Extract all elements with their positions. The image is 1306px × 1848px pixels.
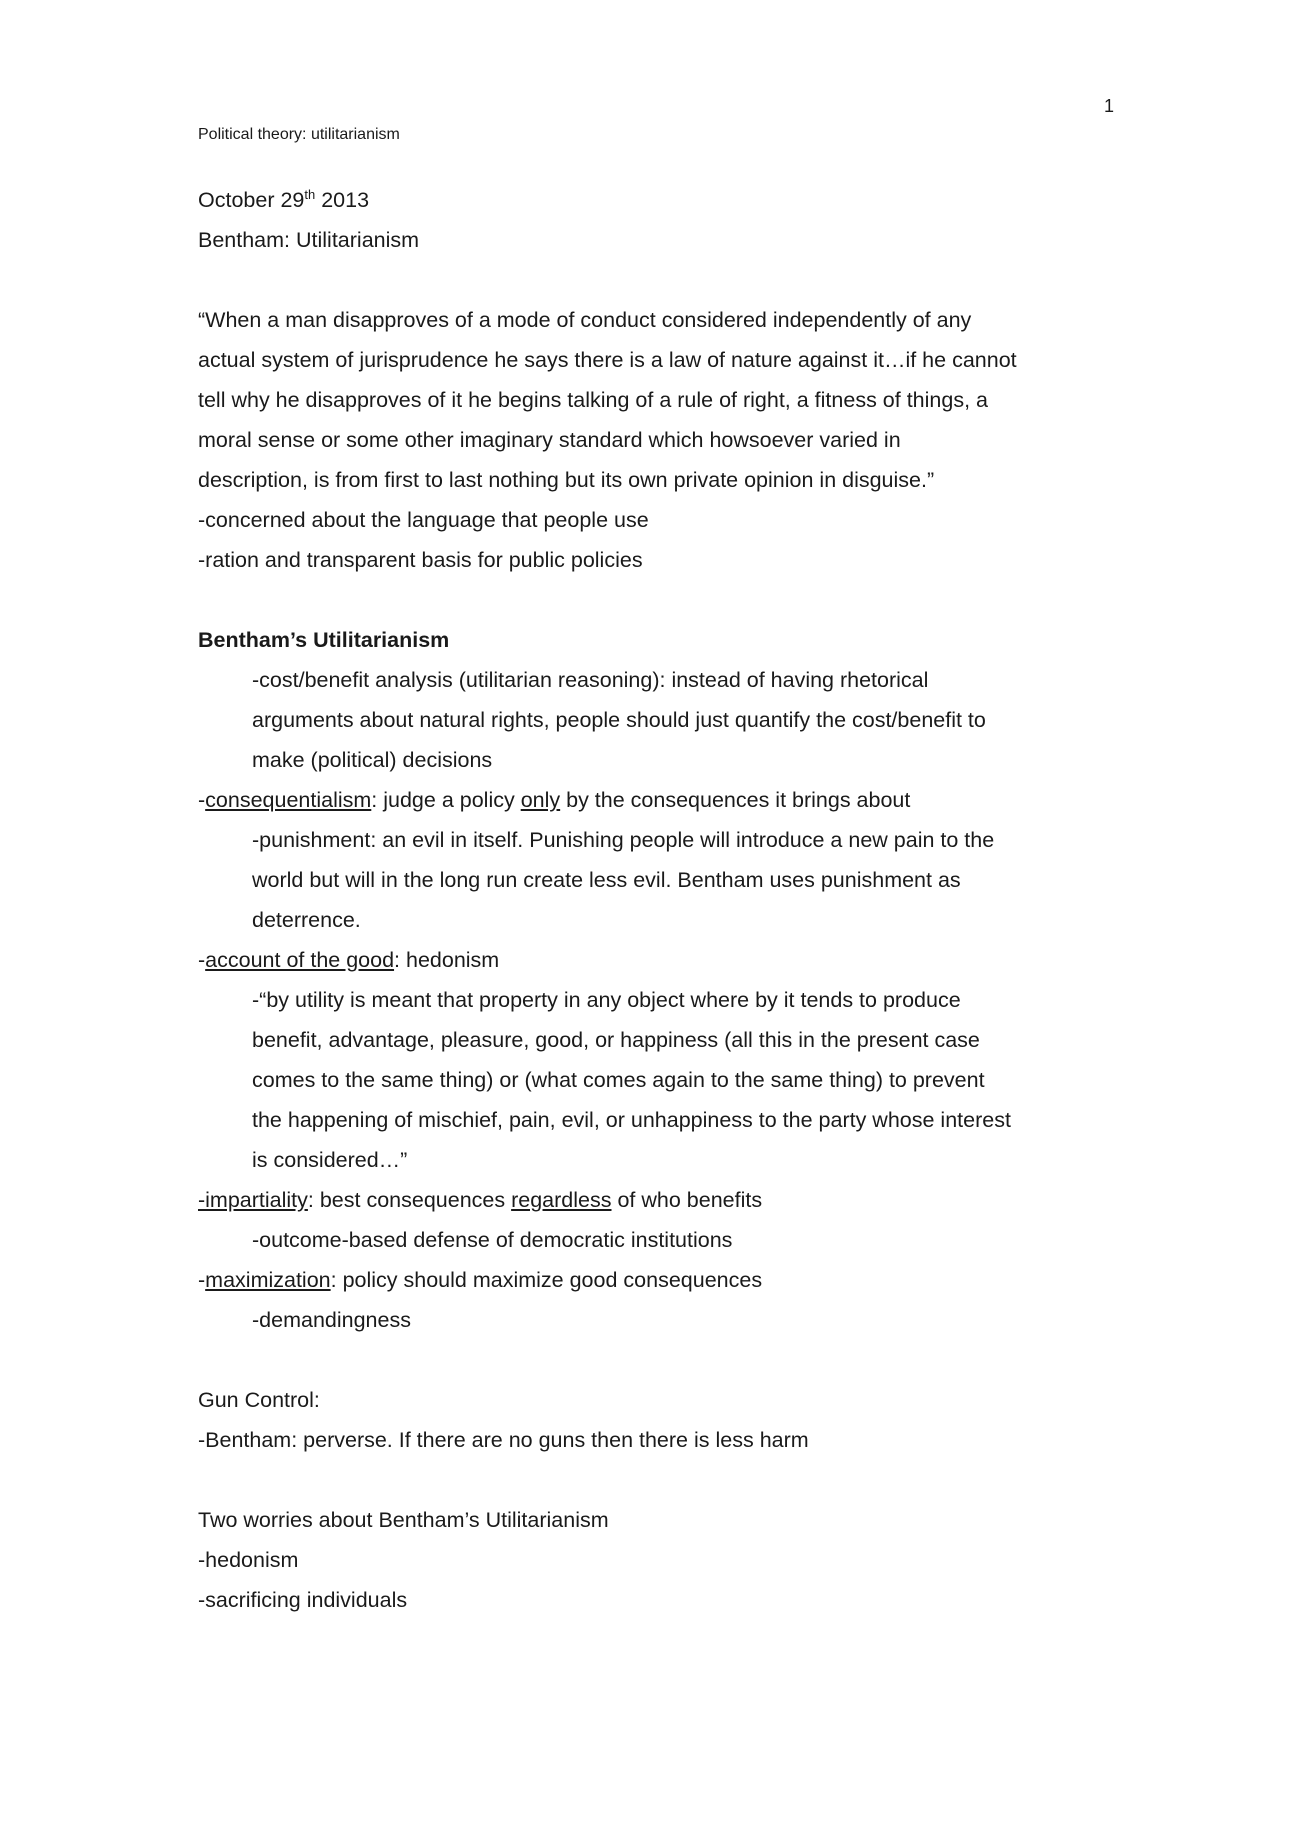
- term-impartiality: -impartiality: [198, 1188, 308, 1212]
- term-maximization: maximization: [205, 1268, 331, 1292]
- punishment-line: -punishment: an evil in itself. Punishing people will introduce a new pain to the: [252, 828, 995, 852]
- punishment-line: deterrence.: [252, 908, 361, 932]
- maximization-sub-line: -demandingness: [252, 1308, 411, 1332]
- line-text: : judge a policy: [371, 788, 521, 812]
- gun-control-title: Gun Control:: [198, 1388, 320, 1412]
- impartiality-sub-line: -outcome-based defense of democratic institutions: [252, 1228, 733, 1252]
- worries-title: Two worries about Bentham’s Utilitarianism: [198, 1508, 609, 1532]
- document-body: [198, 180, 1128, 1620]
- worries-item: -hedonism: [198, 1548, 299, 1572]
- line-text: : best consequences: [307, 1188, 512, 1212]
- quote-line: “When a man disapproves of a mode of conduct considered independently of any: [198, 308, 972, 332]
- dash: -: [198, 1268, 206, 1292]
- utility-quote-line: the happening of mischief, pain, evil, or unhappiness to the party whose interest: [252, 1108, 1011, 1132]
- topic-line: Bentham: Utilitarianism: [198, 228, 420, 252]
- consequentialism-line: [198, 780, 1128, 820]
- maximization-line: [198, 1260, 1128, 1300]
- quote-line: moral sense or some other imaginary standard which howsoever varied in: [198, 428, 901, 452]
- quote-line: actual system of jurisprudence he says there is a law of nature against it…if he cannot: [198, 348, 1017, 372]
- account-of-good-line: [198, 940, 1128, 980]
- worries-item: -sacrificing individuals: [198, 1588, 408, 1612]
- page-number: 1: [1104, 96, 1115, 116]
- spacer: [198, 260, 1128, 300]
- line-text: : policy should maximize good consequences: [330, 1268, 763, 1292]
- bentham-quote: [198, 300, 1128, 500]
- line-text: by the consequences it brings about: [560, 788, 911, 812]
- impartiality-line: [198, 1180, 1128, 1220]
- emphasis-only: only: [520, 788, 561, 812]
- cost-benefit-line: arguments about natural rights, people should just quantify the cost/benefit to: [252, 708, 986, 732]
- utility-quote-line: comes to the same thing) or (what comes again to the same thing) to prevent: [252, 1068, 985, 1092]
- note-line: -concerned about the language that people use: [198, 508, 649, 532]
- spacer: [198, 580, 1128, 620]
- quote-line: description, is from first to last nothing but its own private opinion in disguise.”: [198, 468, 935, 492]
- line-text: : hedonism: [394, 948, 500, 972]
- note-line: -ration and transparent basis for public policies: [198, 548, 643, 572]
- date-month-day: October 29: [198, 188, 305, 212]
- dash: -: [198, 788, 206, 812]
- quote-line: tell why he disapproves of it he begins talking of a rule of right, a fitness of things, a: [198, 388, 988, 412]
- date-line: [198, 180, 1128, 220]
- utility-quote-line: is considered…”: [252, 1148, 408, 1172]
- term-account-of-good: account of the good: [205, 948, 395, 972]
- line-text: of who benefits: [611, 1188, 763, 1212]
- emphasis-regardless: regardless: [511, 1188, 612, 1212]
- running-header: Political theory: utilitarianism: [198, 126, 400, 143]
- punishment-line: world but will in the long run create less evil. Bentham uses punishment as: [252, 868, 961, 892]
- cost-benefit-line: -cost/benefit analysis (utilitarian reasoning): instead of having rhetorical: [252, 668, 929, 692]
- utility-quote-line: benefit, advantage, pleasure, good, or happiness (all this in the present case: [252, 1028, 980, 1052]
- section-heading: Bentham’s Utilitarianism: [198, 628, 450, 652]
- utility-quote-line: -“by utility is meant that property in any object where by it tends to produce: [252, 988, 961, 1012]
- gun-control-line: -Bentham: perverse. If there are no guns then there is less harm: [198, 1428, 809, 1452]
- date-suffix: th: [304, 186, 316, 202]
- cost-benefit-line: make (political) decisions: [252, 748, 493, 772]
- dash: -: [198, 948, 206, 972]
- term-consequentialism: consequentialism: [205, 788, 372, 812]
- spacer: [198, 1340, 1128, 1380]
- date-year: 2013: [315, 188, 370, 212]
- spacer: [198, 1460, 1128, 1500]
